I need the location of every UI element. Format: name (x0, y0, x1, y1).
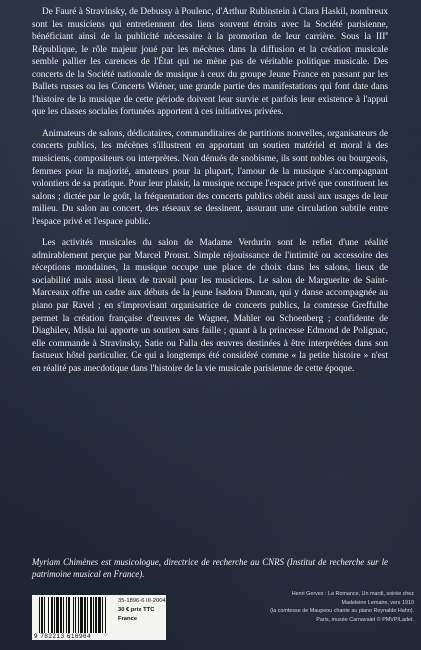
credit-line-4: Paris, musée Carnavalet © PMVP/Ladet. (316, 616, 414, 623)
credit-line-1: Henri Gervex : La Romance, Un mardi, soirée chez (291, 591, 414, 597)
paragraph-3: Les activités musicales du salon de Madame Verdurin sont le reflet d'une réalité admirablement perçue par Marcel Proust. Simple réjouissance de l'intimité ou accessoire des réceptions mondaines, la musique occupe une place de choix dans les salons, lieux de sociabilité mais aussi lieux de travail pour les musiciens. Le salon de Marguerite de Saint-Marceaux offre un cadre aux débuts de la jeune Isadora Duncan, qui y danse accompagnée au piano par Ravel ; en s'improvisant organisatrice de concerts publics, la comtesse Greffulhe permet la création française d'œuvres de Wagner, Mahler ou Schoenberg ; confidente de Diaghilev, Misia lui apporte un soutien sans faille ; quant à la princesse Edmond de Polignac, elle commande à Stravinsky, Satie ou Falla des œuvres destinées à être interprétées dans son fastueux hôtel particulier. Ce qui a longtemps été considéré comme « la petite histoire » n'est en réalité pas anecdotique dans l'histoire de la vie musicale parisienne de cette époque. (32, 238, 388, 374)
barcode-icon (39, 597, 115, 633)
back-cover-text (32, 6, 388, 384)
paragraph-2: Animateurs de salons, dédicataires, commanditaires de partitions nouvelles, organisateurs de concerts publics, les mécènes s'illustrent en apportant un soutien matériel et moral à des musiciens, compositeurs ou interprètes. Non dénués de snobisme, ils sont nobles ou bourgeois, femmes pour la majorité, amateurs pour la plupart, l'amour de la musique s'accompagnant volontiers de sa pratique. Pour leur plaisir, la musique occupe l'espace privé que constituent les salons ; dictée par le goût, la fréquentation des concerts publics obéit aussi aux usages de leur milieu. Du salon au concert, des réseaux se dessinent, assurant une circulation subtile entre l'espace privé et l'espace public. (32, 128, 388, 227)
isbn-code: 35-1896-6 III-2004 (118, 598, 166, 604)
price: 30 € prix TTC France (118, 607, 155, 622)
barcode-panel (32, 595, 166, 640)
superscript-e: e (385, 31, 388, 37)
credit-line-2: Madeleine Lemaire, vers 1910 (341, 599, 414, 606)
isbn-info (118, 597, 166, 624)
barcode-digits: 9 782213 616964 (34, 633, 92, 640)
author-note: Myriam Chimènes est musicologue, directrice de recherche au CNRS (Institut de recherche sur le patrimoine musical en France). (32, 557, 388, 579)
image-credit (232, 590, 414, 624)
credit-line-3: (la comtesse de Maupeou chante au piano Reynaldo Hahn). (270, 608, 414, 615)
paragraph-1: De Fauré à Stravinsky, de Debussy à Poulenc, d'Arthur Rubinstein à Clara Haskil, nombreux sont les musiciens qui entretiennent des liens souvent étroits avec la Société parisienne, bénéficiant ainsi de la publicité nécessaire à la promotion de leur carrière. Sous la IIIe République, le rôle majeur joué par les mécènes dans la diffusion et la création musicale semble pallier les carences de l'État qui ne mène pas de véritable politique musicale. Des concerts de la Société nationale de musique à ceux du groupe Jeune France en passant par les Ballets russes ou les Concerts Wiéner, une grande partie des manifestations qui font date dans l'histoire de la musique de cette période doivent leur survie et parfois leur existence à l'appui que les classes sociales fortunées apportent à ces initiatives privées. (32, 7, 388, 118)
